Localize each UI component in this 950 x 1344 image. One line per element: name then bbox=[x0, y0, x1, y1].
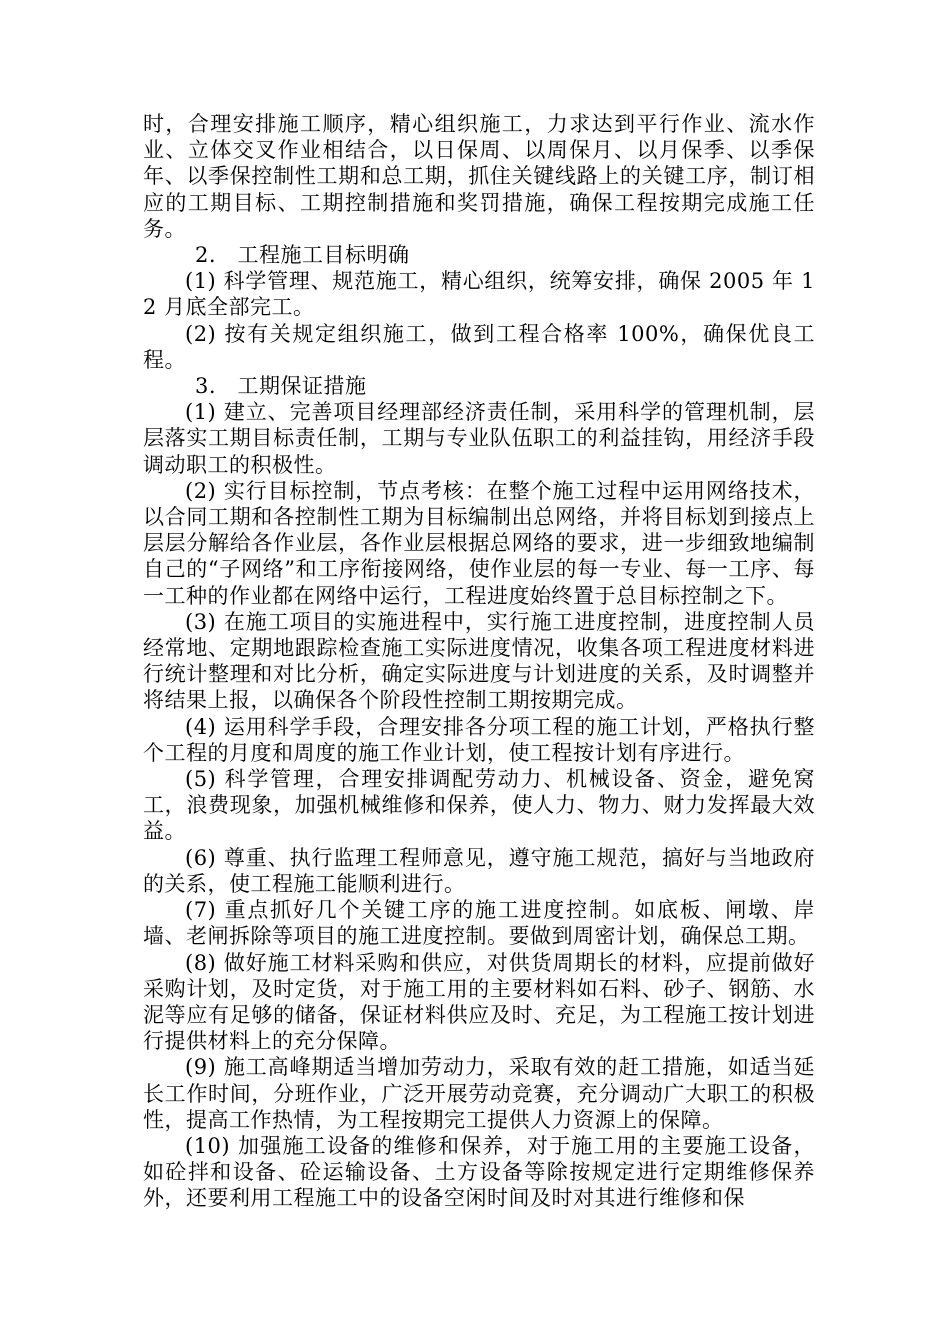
list-item-3-5: (5) 科学管理，合理安排调配劳动力、机械设备、资金，避免窝工，浪费现象，加强机械维修和保养，使人力、物力、财力发挥最大效益。 bbox=[143, 767, 815, 844]
list-item-3-1: (1) 建立、完善项目经理部经济责任制，采用科学的管理机制，层层落实工期目标责任制，工期与专业队伍职工的利益挂钩，用经济手段调动职工的积极性。 bbox=[143, 400, 815, 477]
list-item-3-2: (2) 实行目标控制，节点考核：在整个施工过程中运用网络技术，以合同工期和各控制性工期为目标编制出总网络，并将目标划到接点上层层分解给各作业层，各作业层根据总网络的要求，进一步细致地编制自己的“子网络”和工序衔接网络，使作业层的每一专业、每一工序、每一工种的作业都在网络中运行，工程进度始终置于总目标控制之下。 bbox=[143, 478, 815, 608]
list-item-2-1: (1) 科学管理、规范施工，精心组织，统筹安排，确保 2005 年 12 月底全部完工。 bbox=[143, 269, 815, 320]
list-item-3-9: (9) 施工高峰期适当增加劳动力，采取有效的赶工措施，如适当延长工作时间，分班作业，广泛开展劳动竞赛，充分调动广大职工的积极性，提高工作热情，为工程按期完工提供人力资源上的保障。 bbox=[143, 1055, 815, 1132]
list-item-3-8: (8) 做好施工材料采购和供应，对供货周期长的材料，应提前做好采购计划，及时定货，对于施工用的主要材料如石料、砂子、钢筋、水泥等应有足够的储备，保证材料供应及时、充足，为工程施工按计划进行提供材料上的充分保障。 bbox=[143, 950, 815, 1054]
list-item-3-6: (6) 尊重、执行监理工程师意见，遵守施工规范，搞好与当地政府的关系，使工程施工能顺利进行。 bbox=[143, 845, 815, 896]
list-item-3-7: (7) 重点抓好几个关键工序的施工进度控制。如底板、闸墩、岸墙、老闸拆除等项目的施工进度控制。要做到周密计划，确保总工期。 bbox=[143, 898, 815, 949]
section-heading-2: 2. 工程施工目标明确 bbox=[195, 243, 410, 268]
document-body bbox=[143, 111, 815, 1212]
list-item-3-10: (10) 加强施工设备的维修和保养，对于施工用的主要施工设备，如砼拌和设备、砼运输设备、土方设备等除按规定进行定期维修保养外，还要利用工程施工中的设备空闲时间及时对其进行维修和保 bbox=[143, 1133, 815, 1211]
list-item-3-4: (4) 运用科学手段，合理安排各分项工程的施工计划，严格执行整个工程的月度和周度的施工作业计划，使工程按计划有序进行。 bbox=[143, 714, 815, 765]
paragraph-continuation: 时，合理安排施工顺序，精心组织施工，力求达到平行作业、流水作业、立体交叉作业相结合，以日保周、以周保月、以月保季、以季保年、以季保控制性工期和总工期，抓住关键线路上的关键工序，制订相应的工期目标、工期控制措施和奖罚措施，确保工程按期完成施工任务。 bbox=[143, 112, 815, 241]
list-item-3-3: (3) 在施工项目的实施进程中，实行施工进度控制，进度控制人员经常地、定期地跟踪检查施工实际进度情况，收集各项工程进度材料进行统计整理和对比分析，确定实际进度与计划进度的关系，及时调整并将结果上报，以确保各个阶段性控制工期按期完成。 bbox=[143, 609, 815, 713]
list-item-2-2: (2) 按有关规定组织施工，做到工程合格率 100%，确保优良工程。 bbox=[143, 321, 815, 372]
section-heading-3: 3. 工期保证措施 bbox=[195, 374, 367, 399]
